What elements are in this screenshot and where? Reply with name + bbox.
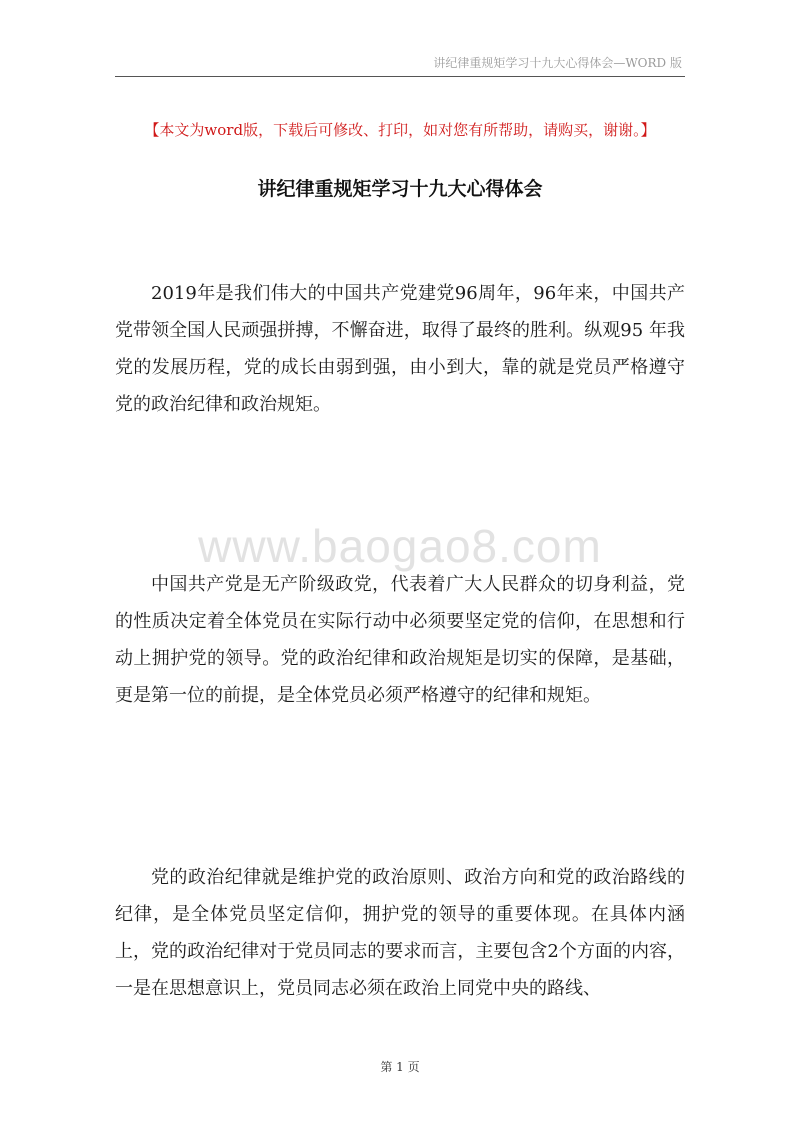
header-divider: [115, 76, 685, 77]
download-notice: 【本文为word版，下载后可修改、打印，如对您有所帮助，请购买，谢谢。】: [144, 121, 656, 139]
page-number: 第 1 页: [380, 1060, 420, 1074]
running-header: 讲纪律重规矩学习十九大心得体会—WORD 版: [433, 56, 682, 70]
paragraph-1: 2019年是我们伟大的中国共产党建党96周年，96年来，中国共产党带领全国人民顽强拼搏，不懈奋进，取得了最终的胜利。纵观95 年我党的发展历程，党的成长由弱到强，由小到大，靠的就是党员严格遵守党的政治纪律和政治规矩。: [115, 283, 685, 415]
watermark: www.baogao8.com: [198, 520, 602, 572]
document-title: 讲纪律重规矩学习十九大心得体会: [257, 178, 543, 200]
paragraph-2: 中国共产党是无产阶级政党，代表着广大人民群众的切身利益，党的性质决定着全体党员在实际行动中必须要坚定党的信仰，在思想和行动上拥护党的领导。党的政治纪律和政治规矩是切实的保障，是基础，更是第一位的前提，是全体党员必须严格遵守的纪律和规矩。: [115, 574, 685, 706]
paragraph-3: 党的政治纪律就是维护党的政治原则、政治方向和党的政治路线的纪律，是全体党员坚定信仰，拥护党的领导的重要体现。在具体内涵上，党的政治纪律对于党员同志的要求而言，主要包含2个方面的内容，一是在思想意识上，党员同志必须在政治上同党中央的路线、: [115, 867, 685, 999]
